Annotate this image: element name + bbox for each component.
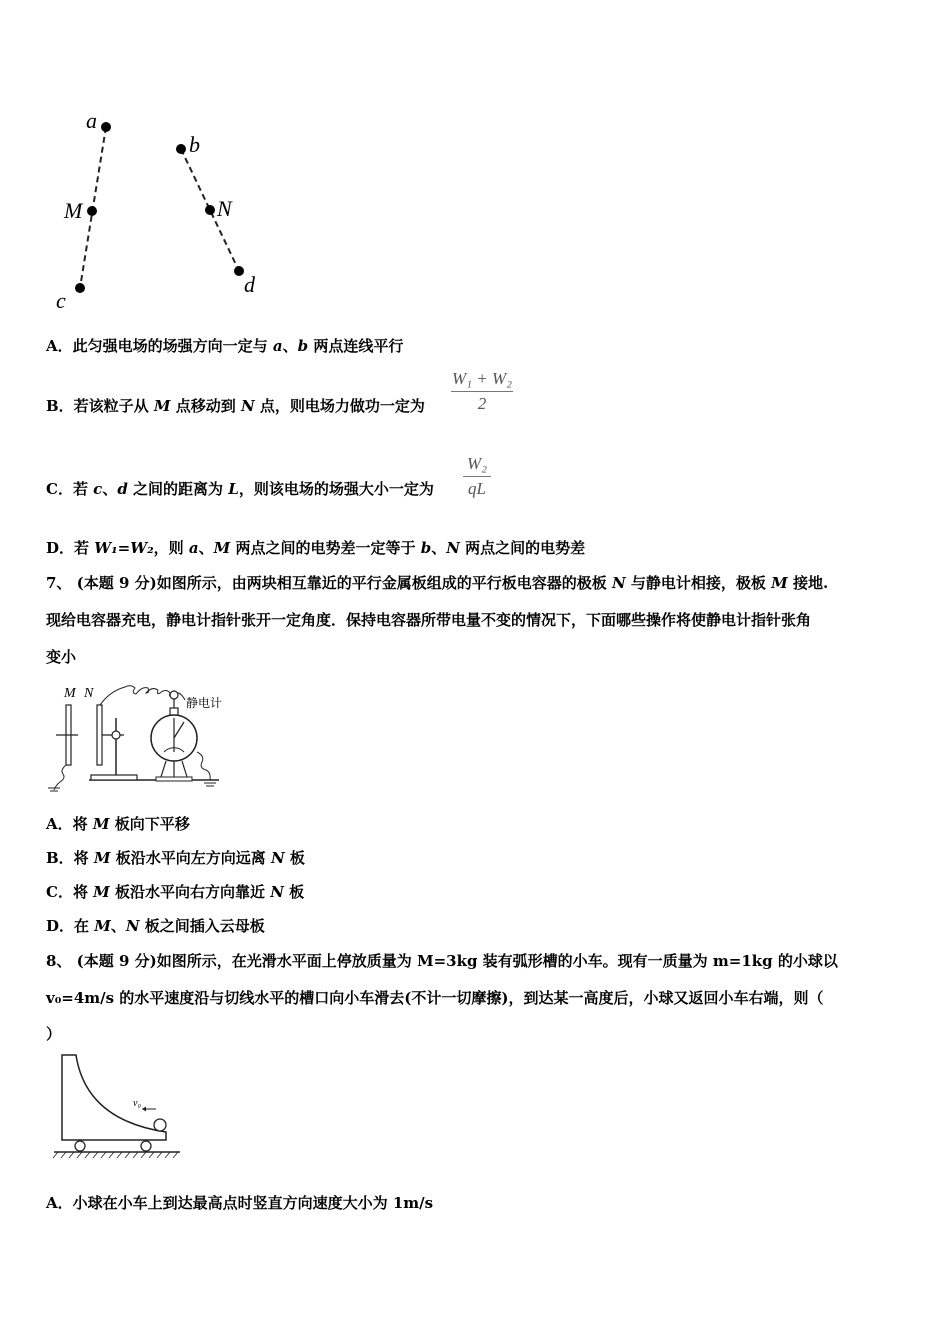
q7-stem-line-3: 变小 <box>46 648 77 666</box>
label-electrometer: 静电计 <box>186 696 223 710</box>
q6-option-c: C．若 c、d 之间的距离为 L，则该电场的场强大小一定为 <box>46 480 434 498</box>
q8-stem-line-3: ） <box>46 1025 62 1043</box>
q6-option-b: B．若该粒子从 M 点移动到 N 点，则电场力做功一定为 <box>46 397 425 415</box>
q8-stem-line-1: 8、 (本题 9 分)如图所示，在光滑水平面上停放质量为 M=3kg 装有弧形槽的小车。现有一质量为 m=1kg 的小球以 <box>46 952 838 970</box>
point-c <box>75 283 85 293</box>
point-M <box>87 206 97 216</box>
label-M: M <box>64 198 83 223</box>
label-d: d <box>244 272 255 297</box>
label-a: a <box>86 108 97 133</box>
label-plate-N: N <box>84 686 94 701</box>
label-v0: v₀ <box>133 1098 141 1109</box>
q7-option-a: A．将 M 板向下平移 <box>46 815 190 833</box>
q8-option-a: A．小球在小车上到达最高点时竖直方向速度大小为 1m/s <box>46 1194 434 1212</box>
q7-option-b: B．将 M 板沿水平向左方向远离 N 板 <box>46 849 305 867</box>
q7-option-c: C．将 M 板沿水平向右方向靠近 N 板 <box>46 883 305 901</box>
q8-stem-line-2: v₀=4m/s 的水平速度沿与切线水平的槽口向小车滑去(不计一切摩擦)，到达某一高度后，小球又返回小车右端，则（ <box>46 989 824 1007</box>
ball <box>154 1119 166 1131</box>
point-N <box>205 205 215 215</box>
q6-option-a: A．此匀强电场的场强方向一定与 a、b 两点连线平行 <box>46 337 404 355</box>
point-d <box>234 266 244 276</box>
label-b: b <box>189 132 200 157</box>
plate-N <box>97 705 102 765</box>
label-c: c <box>56 288 66 313</box>
q7-option-d: D．在 M、N 板之间插入云母板 <box>46 917 265 935</box>
ground-wire-M <box>54 765 66 790</box>
label-plate-M: M <box>64 686 76 701</box>
label-N: N <box>217 196 232 221</box>
fraction-w1-plus-w2-over-2: W₁ + W₂ 2 <box>451 369 513 413</box>
cart-body <box>62 1055 166 1140</box>
wheel-right <box>141 1141 151 1151</box>
fraction-w2-over-qL: W₂ qL <box>463 454 491 499</box>
q7-stem-line-2: 现给电容器充电，静电计指针张开一定角度．保持电容器所带电量不变的情况下，下面哪些操作将使静电计指针张角 <box>46 611 812 629</box>
q6-option-d: D．若 W₁=W₂，则 a、M 两点之间的电势差一定等于 b、N 两点之间的电势差 <box>46 539 586 557</box>
point-a <box>101 122 111 132</box>
cart-arc-figure <box>48 1050 188 1165</box>
wheel-left <box>75 1141 85 1151</box>
q7-stem-line-1: 7、 (本题 9 分)如图所示，由两块相互靠近的平行金属板组成的平行板电容器的极板 N 与静电计相接，极板 M 接地. <box>46 574 829 592</box>
point-b <box>176 144 186 154</box>
